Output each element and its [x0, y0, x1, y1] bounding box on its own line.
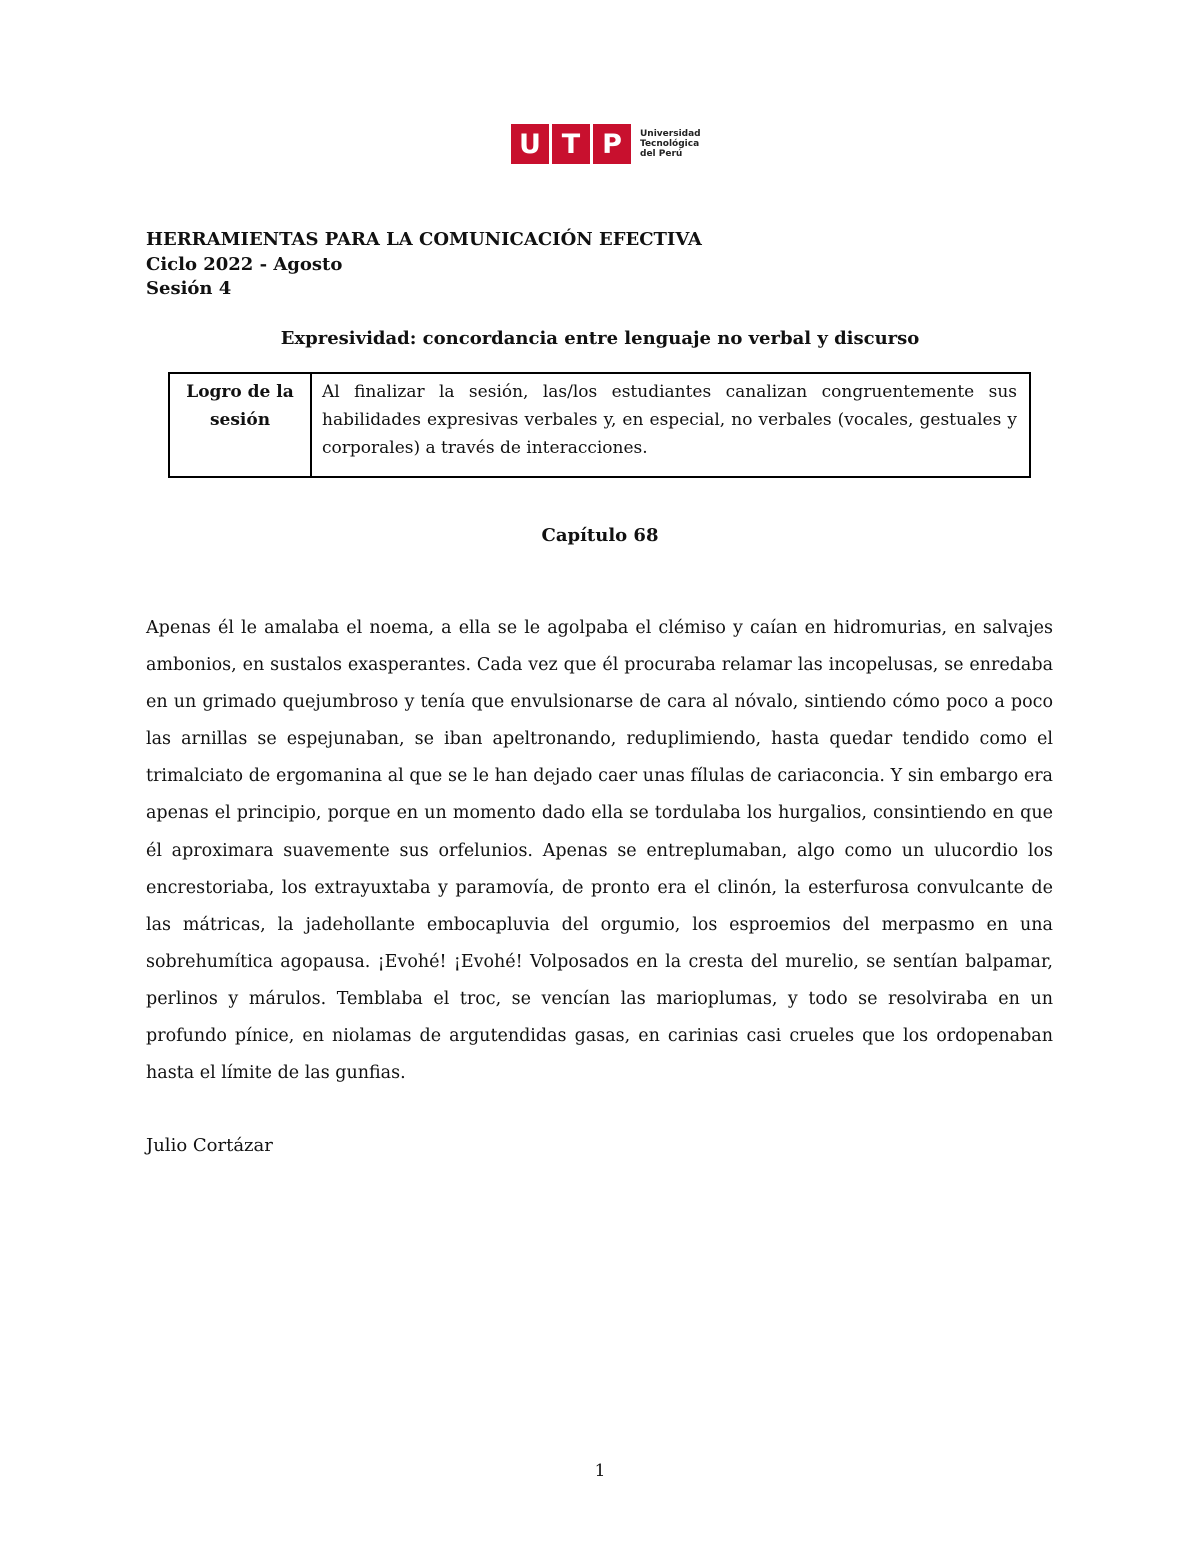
logro-row: [169, 373, 1030, 477]
logro-label: Logro de la sesión: [169, 373, 311, 477]
logro-text: Al finalizar la sesión, las/los estudiantes canalizan congruentemente sus habilidades expresivas verbales y, en especial, no verbales (vocales, gestuales y corporales) a través de interacciones.: [311, 373, 1030, 477]
logo-letter-p: P: [593, 124, 631, 164]
chapter-body: Apenas él le amalaba el noema, a ella se le agolpaba el clémiso y caían en hidromurias, en salvajes ambonios, en sustalos exasperantes. Cada vez que él procuraba relamar las incopelusas, se enredaba en un grimado quejumbroso y tenía que envulsionarse de cara al nóvalo, sintiendo cómo poco a poco las arnillas se espejunaban, se iban apeltronando, reduplimiendo, hasta quedar tendido como el trimalciato de ergomanina al que se le han dejado caer unas fílulas de cariaconcia. Y sin embargo era apenas el principio, porque en un momento dado ella se tordulaba los hurgalios, consintiendo en que él aproximara suavemente sus orfelunios. Apenas se entreplumaban, algo como un ulucordio los encrestoriaba, los extrayuxtaba y paramovía, de pronto era el clinón, la esterfurosa convulcante de las mátricas, la jadehollante embocapluvia del orgumio, los esproemios del merpasmo en una sobrehumítica agopausa. ¡Evohé! ¡Evohé! Volposados en la cresta del murelio, se sentían balpamar, perlinos y márulos. Temblaba el troc, se vencían las marioplumas, y todo se resolviraba en un profundo pínice, en niolamas de argutendidas gasas, en carinias casi crueles que los ordopenaban hasta el límite de las gunfias.: [146, 618, 1053, 1084]
logro-table: [168, 372, 1031, 478]
session-subtitle: Expresividad: concordancia entre lenguaje no verbal y discurso: [280, 328, 920, 349]
author-name: Julio Cortázar: [146, 1135, 273, 1156]
chapter-title: Capítulo 68: [541, 525, 659, 546]
utp-logo-text: [640, 129, 701, 159]
utp-logo-mark: [511, 124, 631, 164]
logo-text-line: del Perú: [640, 149, 683, 159]
course-title: HERRAMIENTAS PARA LA COMUNICACIÓN EFECTIVA: [146, 229, 702, 250]
logo-text-line: Universidad: [640, 129, 701, 139]
page-number: 1: [594, 1461, 606, 1481]
logo-text-line: Tecnológica: [640, 139, 700, 149]
cycle-label: Ciclo 2022 - Agosto: [146, 253, 343, 275]
logo-letter-u: U: [511, 124, 549, 164]
document-header: [146, 228, 702, 302]
utp-logo: [511, 124, 701, 164]
logo-letter-t: T: [552, 124, 590, 164]
session-label: Sesión 4: [146, 278, 232, 299]
